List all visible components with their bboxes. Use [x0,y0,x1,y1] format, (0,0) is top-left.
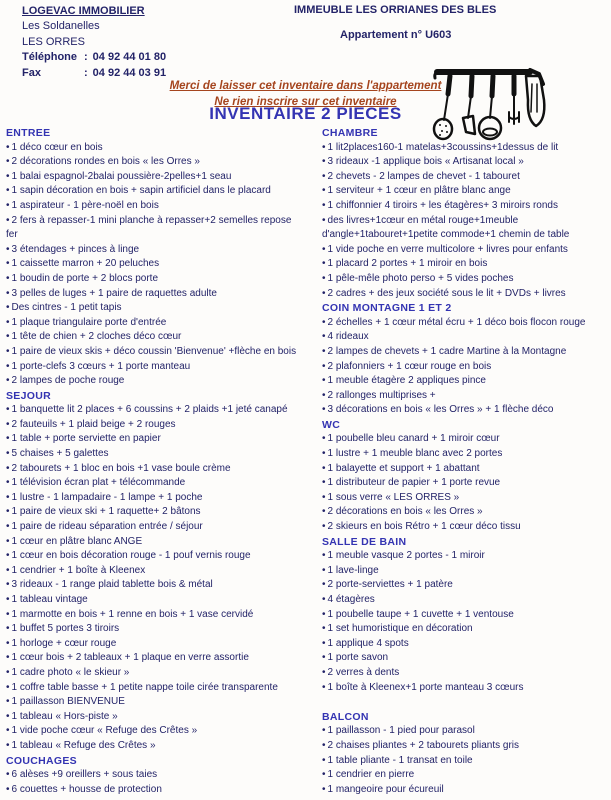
inventory-item: • 1 applique 4 spots [322,637,409,649]
fax-separator: : [84,66,88,79]
bullet-icon: • [322,448,326,460]
bullet-icon: • [6,141,10,153]
inventory-item: • 1 banquette lit 2 places + 6 coussins + 2 plaids +1 jeté canapé [6,404,288,416]
bullet-icon: • [6,375,10,387]
inventory-item: • 1 marmotte en bois + 1 renne en bois + 1 vase cervidé [6,608,254,620]
inventory-item: • 2 chevets - 2 lampes de chevet - 1 tabouret [322,170,520,182]
agency-name: LOGEVAC IMMOBILIER [22,5,145,17]
inventory-item: • 1 paire de vieux ski + 1 raquette+ 2 bâtons [6,506,201,518]
bullet-icon: • [6,272,10,284]
section-heading: COUCHAGES [6,754,77,767]
phone-separator: : [84,51,88,64]
inventory-item: • 1 porte savon [322,652,389,664]
inventory-item: • 2 échelles + 1 cœur métal écru + 1 déco bois flocon rouge [322,316,586,328]
section-heading: WC [322,418,341,431]
bullet-icon: • [322,739,326,751]
phone-label: Téléphone [22,51,78,64]
inventory-item: • des livres+1cœur en métal rouge+1meuble [322,214,519,226]
agency-residence: Les Soldanelles [22,20,100,33]
bullet-icon: • [6,185,10,197]
inventory-item: • 1 distributeur de papier + 1 porte revue [322,477,501,489]
bullet-icon: • [6,535,10,547]
bullet-icon: • [6,491,10,503]
bullet-icon: • [322,579,326,591]
inventory-item: • 1 plaque triangulaire porte d'entrée [6,316,167,328]
section-heading: BALCON [322,710,369,723]
agency-header [22,4,166,81]
bullet-icon: • [322,375,326,387]
fax-label: Fax [22,66,41,79]
bullet-icon: • [6,331,10,343]
bullet-icon: • [6,608,10,620]
bullet-icon: • [6,652,10,664]
inventory-item: • 1 boudin de porte + 2 blocs porte [6,272,159,284]
bullet-icon: • [6,564,10,576]
inventory-item: • 4 étagères [322,594,375,605]
inventory-item: • 1 coffre table basse + 1 petite nappe toile cirée transparente [6,681,278,693]
bullet-icon: • [6,623,10,635]
inventory-item: • 1 paire de vieux skis + déco coussin 'Bienvenue' +flèche en bois [6,345,297,357]
inventory-item: • 1 tableau vintage [6,594,88,605]
bullet-icon: • [6,637,10,649]
inventory-item: • 3 étendages + pinces à linge [6,243,140,255]
inventory-item: • 1 meuble vasque 2 portes - 1 miroir [322,550,485,562]
bullet-icon: • [6,199,10,211]
inventory-column-left [6,126,320,797]
inventory-item: • 2 lampes de chevets + 1 cadre Martine à la Montagne [322,345,567,357]
bullet-icon: • [6,579,10,591]
bullet-icon: • [322,185,326,197]
apartment-number: Appartement n° U603 [340,29,452,41]
bullet-icon: • [322,550,326,562]
phone-line [22,50,166,65]
bullet-icon: • [6,550,10,562]
bullet-icon: • [322,243,326,255]
bullet-icon: • [322,666,326,678]
inventory-item: • 1 table + porte serviette en papier [6,433,161,445]
bullet-icon: • [322,564,326,576]
bullet-icon: • [322,754,326,766]
inventory-item: • 1 sapin décoration en bois + sapin artificiel dans le placard [6,185,271,197]
bullet-icon: • [322,637,326,649]
inventory-item: • 2 rallonges multiprises + [322,389,436,401]
inventory-item: • 2 verres à dents [322,666,400,678]
inventory-item: • 1 horloge + cœur rouge [6,637,117,649]
bullet-icon: • [322,681,326,693]
inventory-item: • 1 balayette et support + 1 abattant [322,462,480,474]
building-name: IMMEUBLE LES ORRIANES DES BLES [294,4,497,16]
bullet-icon: • [6,477,10,489]
bullet-icon: • [322,404,326,416]
bullet-icon: • [6,287,10,299]
inventory-item: d'angle+1tabouret+1petite commode+1 chemin de table [322,229,570,241]
bullet-icon: • [322,477,326,489]
bullet-icon: • [6,360,10,372]
bullet-icon: • [322,170,326,182]
section-heading: COIN MONTAGNE 1 ET 2 [322,302,452,315]
inventory-item: • 1 pêle-mêle photo perso + 5 vides poches [322,272,514,284]
bullet-icon: • [322,141,326,153]
inventory-item: • 1 cœur en bois décoration rouge - 1 pouf vernis rouge [6,550,251,562]
inventory-item: • 1 boîte à Kleenex+1 porte manteau 3 cœurs [322,681,524,693]
bullet-icon: • [322,287,326,299]
building-header [294,4,496,41]
inventory-item: • 1 mangeoire pour écureuil [322,783,444,795]
inventory-item: • 2 plafonniers + 1 cœur rouge en bois [322,360,492,372]
inventory-item: • 1 table pliante - 1 transat en toile [322,754,473,766]
inventory-item: • 1 porte-clefs 3 cœurs + 1 porte manteau [6,360,191,372]
inventory-column-right [322,126,610,797]
section-heading: CHAMBRE [322,127,378,139]
inventory-item: • 1 cendrier + 1 boîte à Kleenex [6,564,146,576]
bullet-icon: • [322,521,326,533]
bullet-icon: • [6,681,10,693]
bullet-icon: • [322,272,326,284]
inventory-item: • 6 alèses +9 oreillers + sous taies [6,769,158,781]
inventory-item: • 3 pelles de luges + 1 paire de raquettes adulte [6,287,217,299]
notice-line-1: Merci de laisser cet inventaire dans l'appartement [169,80,442,92]
bullet-icon: • [6,258,10,270]
bullet-icon: • [322,345,326,357]
bullet-icon: • [6,739,10,751]
inventory-item: • 1 lit2places160-1 matelas+3coussins+1dessus de lit [322,141,559,153]
agency-city: LES ORRES [22,35,85,48]
inventory-item: • 4 rideaux [322,331,369,343]
bullet-icon: • [6,666,10,678]
bullet-icon: • [322,783,326,795]
inventory-item: • 1 tête de chien + 2 cloches déco cœur [6,331,182,343]
inventory-item: • 1 aspirateur - 1 père-noël en bois [6,199,159,211]
bullet-icon: • [322,594,326,605]
notice-line-2: Ne rien inscrire sur cet inventaire [214,95,397,108]
inventory-item: • 1 placard 2 portes + 1 miroir en bois [322,258,488,270]
bullet-icon: • [6,418,10,430]
bullet-icon: • [322,360,326,372]
inventory-item: • 1 paillasson BIENVENUE [6,696,125,708]
inventory-item: • 1 meuble étagère 2 appliques pince [322,375,486,387]
inventory-item: • 1 paire de rideau séparation entrée / séjour [6,521,203,533]
bullet-icon: • [322,725,326,737]
bullet-icon: • [6,170,10,182]
bullet-icon: • [6,404,10,416]
bullet-icon: • [6,214,10,226]
bullet-icon: • [6,725,10,737]
inventory-item: • 1 lustre - 1 lampadaire - 1 lampe + 1 poche [6,491,203,503]
bullet-icon: • [322,156,326,168]
bullet-icon: • [6,521,10,533]
section-heading: ENTREE [6,127,51,139]
inventory-item: • 2 porte-serviettes + 1 patère [322,579,453,591]
bullet-icon: • [322,433,326,445]
inventory-item: • 1 balai espagnol-2balai poussière-2pelles+1 seau [6,170,232,182]
inventory-item: fer [6,229,18,241]
inventory-item: • 2 cadres + des jeux société sous le lit + DVDs + livres [322,287,566,299]
inventory-item: • 1 cadre photo « le skieur » [6,666,130,678]
bullet-icon: • [322,462,326,474]
inventory-item: • 1 chiffonnier 4 tiroirs + les étagères+ 3 miroirs ronds [322,199,558,211]
inventory-item: • 1 cœur bois + 2 tableaux + 1 plaque en verre assortie [6,652,249,664]
inventory-item: • 1 lustre + 1 meuble blanc avec 2 portes [322,448,503,460]
inventory-item: • 2 décorations en bois « les Orres » [322,506,483,518]
inventory-item: • 2 fers à repasser-1 mini planche à repasser+2 semelles repose [6,214,292,226]
page-title: INVENTAIRE 2 PIECES [209,104,402,123]
bullet-icon: • [6,783,10,795]
inventory-item: • 2 fauteuils + 1 plaid beige + 2 rouges [6,418,176,430]
inventory-item: • 1 cœur en plâtre blanc ANGE [6,535,143,547]
inventory-item: • 1 cendrier en pierre [322,769,415,781]
bullet-icon: • [6,506,10,518]
bullet-icon: • [322,769,326,781]
phone-number: 04 92 44 01 80 [92,51,167,64]
section-heading: SEJOUR [6,389,51,402]
bullet-icon: • [6,696,10,708]
inventory-item: • 3 décorations en bois « les Orres » + 1 flèche déco [322,404,554,416]
inventory-item: • 2 skieurs en bois Rétro + 1 cœur déco tissu [322,521,521,533]
bullet-icon: • [6,448,10,460]
inventory-item: • 1 tableau « Hors-piste » [6,710,118,722]
bullet-icon: • [322,623,326,635]
inventory-item: • 1 sous verre « LES ORRES » [322,491,460,503]
inventory-item: • 1 serviteur + 1 cœur en plâtre blanc ange [322,185,511,197]
section-heading: SALLE DE BAIN [322,535,407,548]
inventory-item: • 2 lampes de poche rouge [6,375,125,387]
bullet-icon: • [322,506,326,518]
inventory-item: • 2 décorations rondes en bois « les Orres » [6,156,200,168]
bullet-icon: • [322,258,326,270]
inventory-item: • 1 caissette marron + 20 peluches [6,258,160,270]
bullet-icon: • [6,302,10,314]
bullet-icon: • [6,316,10,328]
fax-number: 04 92 44 03 91 [92,66,167,79]
bullet-icon: • [6,345,10,357]
bullet-icon: • [322,316,326,328]
bullet-icon: • [6,710,10,722]
bullet-icon: • [322,652,326,664]
inventory-item: • 5 chaises + 5 galettes [6,448,109,460]
inventory-item: • 1 poubelle bleu canard + 1 miroir cœur [322,433,500,445]
inventory-item: • 1 vide poche en verre multicolore + livres pour enfants [322,243,568,255]
inventory-item: • 1 tableau « Refuge des Crêtes » [6,739,156,751]
inventory-item: • 1 paillasson - 1 pied pour parasol [322,725,475,737]
bullet-icon: • [322,331,326,343]
bullet-icon: • [322,491,326,503]
bullet-icon: • [322,389,326,401]
inventory-item: • 1 buffet 5 portes 3 tiroirs [6,623,120,635]
bullet-icon: • [6,462,10,474]
inventory-item: • 2 tabourets + 1 bloc en bois +1 vase boule crème [6,462,231,474]
bullet-icon: • [6,769,10,781]
bullet-icon: • [6,156,10,168]
inventory-item: • 2 chaises pliantes + 2 tabourets pliants gris [322,739,520,751]
inventory-item: • 3 rideaux - 1 range plaid tablette bois & métal [6,579,213,591]
bullet-icon: • [322,199,326,211]
inventory-item: • 1 poubelle taupe + 1 cuvette + 1 ventouse [322,608,514,620]
bullet-icon: • [322,608,326,620]
inventory-item: • 1 set humoristique en décoration [322,623,473,635]
bullet-icon: • [6,243,10,255]
inventory-item: • 1 vide poche cœur « Refuge des Crêtes » [6,725,198,737]
inventory-item: • 1 lave-linge [322,564,379,576]
inventory-item: • 6 couettes + housse de protection [6,783,162,795]
bullet-icon: • [322,214,326,226]
inventory-item: • 3 rideaux -1 applique bois « Artisanat local » [322,156,524,168]
inventory-item: • 1 déco cœur en bois [6,141,103,153]
inventory-item: • Des cintres - 1 petit tapis [6,302,122,314]
bullet-icon: • [6,433,10,445]
bullet-icon: • [6,594,10,605]
inventory-item: • 1 télévision écran plat + télécommande [6,477,186,489]
